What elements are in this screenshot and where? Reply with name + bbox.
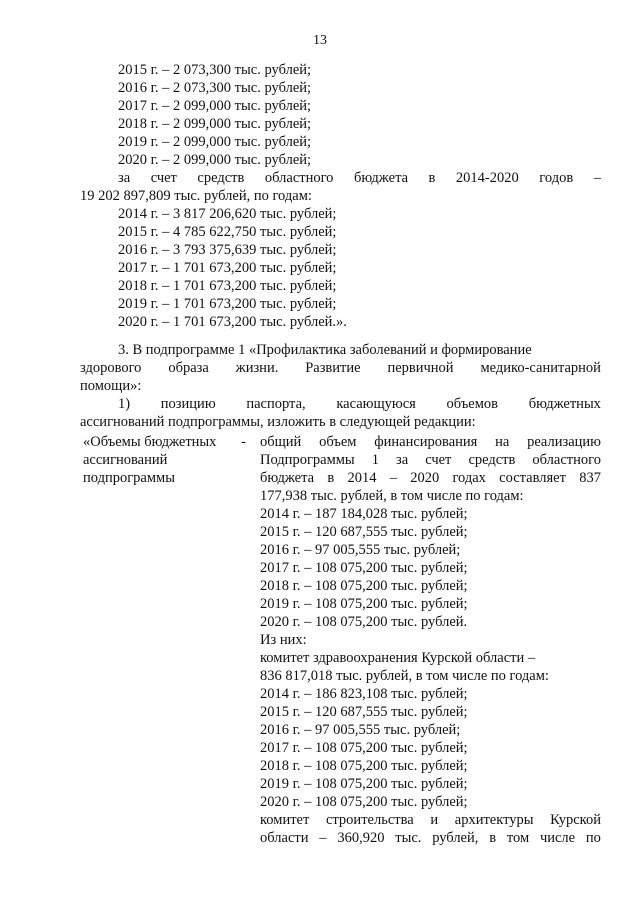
- year-amount-line: 2019 г. – 1 701 673,200 тыс. рублей;: [118, 296, 337, 312]
- right-column-line: 2018 г. – 108 075,200 тыс. рублей;: [260, 758, 468, 774]
- word: числе: [539, 830, 576, 846]
- left-column-dash: -: [241, 434, 246, 450]
- section-3-heading: 3. В подпрограмме 1 «Профилактика заболеваний и формирование: [118, 342, 532, 358]
- word: в: [327, 470, 335, 486]
- word: Развитие: [305, 360, 361, 376]
- year-amount-line: 2014 г. – 3 817 206,620 тыс. рублей;: [118, 206, 337, 222]
- year-amount-line: 2017 г. – 1 701 673,200 тыс. рублей;: [118, 260, 337, 276]
- word: объемов: [446, 396, 499, 412]
- word: финансирования: [374, 434, 478, 450]
- word: том: [506, 830, 530, 846]
- year-amount-line: 2018 г. – 1 701 673,200 тыс. рублей;: [118, 278, 337, 294]
- left-column-line: ассигнований: [83, 452, 168, 468]
- right-column-line: Из них:: [260, 632, 307, 648]
- word: годах: [452, 470, 486, 486]
- left-column-line: подпрограммы: [83, 470, 175, 486]
- word: строительства: [325, 812, 414, 828]
- section-3-line-3: помощи»:: [80, 378, 142, 394]
- word: объем: [319, 434, 357, 450]
- word: 1): [118, 396, 131, 412]
- right-column-line: 2014 г. – 187 184,028 тыс. рублей;: [260, 506, 468, 522]
- year-amount-line: 2020 г. – 1 701 673,200 тыс. рублей.».: [118, 314, 347, 330]
- right-column-line: 2020 г. – 108 075,200 тыс. рублей;: [260, 794, 468, 810]
- word: 1: [371, 452, 379, 468]
- right-column-line: 2020 г. – 108 075,200 тыс. рублей.: [260, 614, 468, 630]
- year-amount-line: 2016 г. – 2 073,300 тыс. рублей;: [118, 80, 312, 96]
- word: –: [593, 170, 601, 186]
- word: средств: [197, 170, 245, 186]
- word: на: [495, 434, 510, 450]
- right-column-line: 2016 г. – 97 005,555 тыс. рублей;: [260, 722, 461, 738]
- right-column-justified-line: [260, 811, 601, 829]
- word: составляет: [499, 470, 566, 486]
- word: –: [319, 830, 327, 846]
- word: областного: [264, 170, 334, 186]
- word: общий: [260, 434, 302, 450]
- page-number: 13: [313, 33, 327, 48]
- word: позицию: [160, 396, 216, 412]
- right-column-line: 2017 г. – 108 075,200 тыс. рублей;: [260, 560, 468, 576]
- regional-budget-line-2: 19 202 897,809 тыс. рублей, по годам:: [80, 188, 312, 204]
- regional-budget-line-1: [118, 169, 601, 187]
- right-column-line: комитет здравоохранения Курской области –: [260, 650, 536, 666]
- right-column-justified-line: [260, 433, 601, 451]
- word: областного: [532, 452, 601, 468]
- word: за: [395, 452, 409, 468]
- word: 2014: [347, 470, 377, 486]
- word: годов: [539, 170, 574, 186]
- word: по: [585, 830, 601, 846]
- word: средств: [468, 452, 516, 468]
- word: архитектуры: [454, 812, 534, 828]
- year-amount-line: 2015 г. – 2 073,300 тыс. рублей;: [118, 62, 312, 78]
- section-3-line-2: [80, 359, 601, 377]
- item-1-line-1: [118, 395, 601, 413]
- word: бюджетных: [528, 396, 601, 412]
- year-amount-line: 2017 г. – 2 099,000 тыс. рублей;: [118, 98, 312, 114]
- word: 360,920: [337, 830, 385, 846]
- word: касающуюся: [336, 396, 416, 412]
- word: и: [430, 812, 439, 828]
- word: 2020: [410, 470, 440, 486]
- word: 837: [579, 470, 601, 486]
- right-column-line: 2016 г. – 97 005,555 тыс. рублей;: [260, 542, 461, 558]
- word: образа: [168, 360, 209, 376]
- word: паспорта,: [246, 396, 306, 412]
- word: первичной: [387, 360, 454, 376]
- word: счет: [425, 452, 452, 468]
- right-column-justified-line: [260, 451, 601, 469]
- right-column-line: 2019 г. – 108 075,200 тыс. рублей;: [260, 776, 468, 792]
- right-column-line: 2015 г. – 120 687,555 тыс. рублей;: [260, 704, 468, 720]
- word: медико-санитарной: [480, 360, 601, 376]
- item-1-line-2: ассигнований подпрограммы, изложить в следующей редакции:: [80, 414, 476, 430]
- year-amount-line: 2019 г. – 2 099,000 тыс. рублей;: [118, 134, 312, 150]
- word: бюджета: [353, 170, 409, 186]
- right-column-line: 2018 г. – 108 075,200 тыс. рублей;: [260, 578, 468, 594]
- right-column-line: 177,938 тыс. рублей, в том числе по годам:: [260, 488, 524, 504]
- word: Курской: [550, 812, 601, 828]
- word: здорового: [80, 360, 142, 376]
- word: комитет: [260, 812, 310, 828]
- word: за: [118, 170, 131, 186]
- word: в: [428, 170, 436, 186]
- right-column-justified-line: [260, 469, 601, 487]
- right-column-line: 2014 г. – 186 823,108 тыс. рублей;: [260, 686, 468, 702]
- word: области: [260, 830, 309, 846]
- word: Подпрограммы: [260, 452, 355, 468]
- right-column-line: 2015 г. – 120 687,555 тыс. рублей;: [260, 524, 468, 540]
- right-column-justified-line: [260, 829, 601, 847]
- left-column-line: «Объемы бюджетных: [83, 434, 217, 450]
- right-column-line: 2019 г. – 108 075,200 тыс. рублей;: [260, 596, 468, 612]
- year-amount-line: 2015 г. – 4 785 622,750 тыс. рублей;: [118, 224, 337, 240]
- year-amount-line: 2018 г. – 2 099,000 тыс. рублей;: [118, 116, 312, 132]
- word: рублей,: [432, 830, 479, 846]
- year-amount-line: 2020 г. – 2 099,000 тыс. рублей;: [118, 152, 312, 168]
- word: бюджета: [260, 470, 315, 486]
- right-column-line: 836 817,018 тыс. рублей, в том числе по годам:: [260, 668, 549, 684]
- word: в: [489, 830, 497, 846]
- year-amount-line: 2016 г. – 3 793 375,639 тыс. рублей;: [118, 242, 337, 258]
- word: счет: [150, 170, 177, 186]
- word: –: [389, 470, 397, 486]
- word: тыс.: [395, 830, 422, 846]
- word: 2014-2020: [455, 170, 519, 186]
- word: жизни.: [235, 360, 279, 376]
- right-column-line: 2017 г. – 108 075,200 тыс. рублей;: [260, 740, 468, 756]
- word: реализацию: [527, 434, 601, 450]
